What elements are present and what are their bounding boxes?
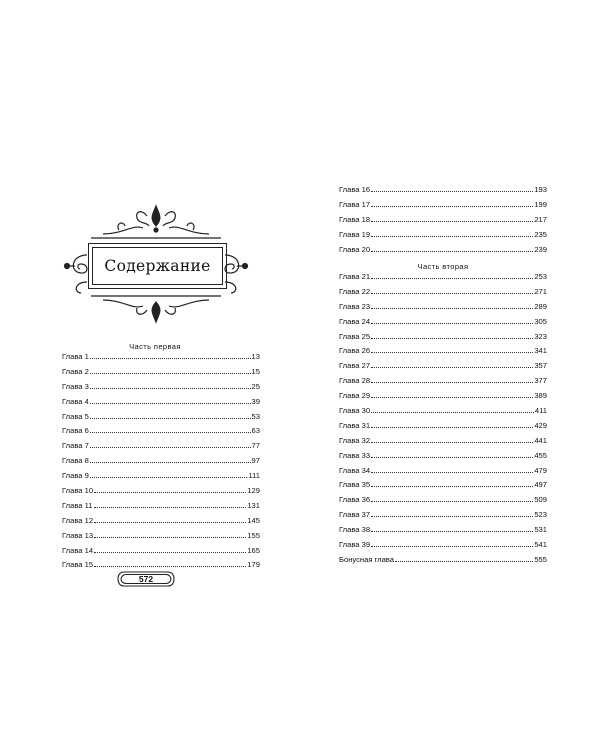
toc-leader-dots <box>94 552 246 553</box>
contents-title: Содержание <box>104 257 211 275</box>
toc-list-part-two <box>339 272 547 570</box>
toc-list-part-one <box>62 352 260 575</box>
toc-entry-label: Глава 30 <box>339 406 371 416</box>
toc-entry-page: 239 <box>534 244 547 254</box>
toc-leader-dots <box>371 382 533 383</box>
toc-entry <box>62 516 260 531</box>
toc-entry-label: Глава 9 <box>62 471 89 481</box>
toc-entry-page: 271 <box>534 286 547 296</box>
toc-leader-dots <box>371 352 533 353</box>
toc-entry <box>339 436 547 451</box>
toc-entry-label: Глава 24 <box>339 316 371 326</box>
toc-entry-page: 455 <box>534 450 547 460</box>
toc-entry-page: 111 <box>248 471 260 481</box>
toc-entry-page: 531 <box>534 525 547 535</box>
toc-entry-label: Глава 39 <box>339 540 371 550</box>
toc-leader-dots <box>94 522 246 523</box>
toc-entry-label: Глава 22 <box>339 286 371 296</box>
toc-entry <box>62 382 260 397</box>
toc-entry <box>339 230 547 245</box>
toc-entry <box>62 531 260 546</box>
toc-entry-page: 199 <box>534 199 547 209</box>
toc-entry-label: Глава 6 <box>62 426 89 436</box>
toc-entry-page: 235 <box>534 229 547 239</box>
toc-entry-label: Глава 7 <box>62 441 89 451</box>
toc-entry <box>62 426 260 441</box>
toc-entry-label: Глава 19 <box>339 229 371 239</box>
toc-leader-dots <box>371 442 533 443</box>
toc-entry-page: 145 <box>247 515 260 525</box>
toc-entry-page: 341 <box>534 346 547 356</box>
toc-entry <box>62 456 260 471</box>
toc-entry <box>339 200 547 215</box>
toc-entry <box>339 421 547 436</box>
toc-entry <box>62 352 260 367</box>
toc-entry-page: 217 <box>534 214 547 224</box>
toc-leader-dots <box>90 447 251 448</box>
toc-entry <box>62 471 260 486</box>
toc-entry <box>62 367 260 382</box>
toc-entry-page: 155 <box>247 530 260 540</box>
toc-entry-page: 129 <box>247 486 260 496</box>
part-two-title: Часть вторая <box>417 262 469 271</box>
toc-entry <box>339 540 547 555</box>
toc-entry-label: Глава 33 <box>339 450 371 460</box>
toc-entry-page: 305 <box>534 316 547 326</box>
toc-entry <box>339 495 547 510</box>
toc-entry-label: Глава 16 <box>339 185 371 194</box>
toc-entry-page: 53 <box>251 411 260 421</box>
toc-entry-page: 97 <box>251 456 260 466</box>
toc-entry-label: Глава 34 <box>339 465 371 475</box>
toc-entry-page: 523 <box>534 510 547 520</box>
toc-entry-page: 479 <box>534 465 547 475</box>
part-one-title: Часть первая <box>129 342 181 351</box>
toc-entry-page: 131 <box>247 500 260 510</box>
right-page <box>300 0 600 750</box>
toc-entry-label: Глава 18 <box>339 214 371 224</box>
toc-entry-page: 77 <box>251 441 260 451</box>
toc-entry-label: Глава 29 <box>339 391 371 401</box>
toc-entry-page: 165 <box>247 545 260 555</box>
toc-leader-dots <box>371 251 533 252</box>
toc-leader-dots <box>94 492 246 493</box>
toc-leader-dots <box>371 486 533 487</box>
toc-entry-label: Глава 14 <box>62 545 94 555</box>
toc-entry <box>339 302 547 317</box>
toc-entry-page: 15 <box>251 366 260 376</box>
toc-list-continued <box>339 185 547 259</box>
toc-entry <box>339 185 547 200</box>
toc-entry-label: Глава 2 <box>62 366 89 376</box>
toc-entry-label: Глава 28 <box>339 376 371 386</box>
toc-entry-label: Глава 25 <box>339 331 371 341</box>
toc-entry-page: 389 <box>534 391 547 401</box>
toc-leader-dots <box>94 566 246 567</box>
toc-leader-dots <box>94 537 246 538</box>
toc-leader-dots <box>371 516 533 517</box>
toc-entry-page: 541 <box>534 540 547 550</box>
toc-entry-label: Глава 5 <box>62 411 89 421</box>
toc-leader-dots <box>371 323 533 324</box>
toc-entry-label: Глава 32 <box>339 435 371 445</box>
toc-leader-dots <box>371 472 533 473</box>
toc-entry-label: Глава 11 <box>62 500 93 510</box>
toc-entry <box>339 510 547 525</box>
toc-entry-label: Глава 23 <box>339 301 371 311</box>
toc-leader-dots <box>371 531 533 532</box>
toc-entry-page: 441 <box>534 435 547 445</box>
toc-entry <box>339 361 547 376</box>
toc-entry-label: Бонусная глава <box>339 554 394 564</box>
toc-leader-dots <box>371 191 533 192</box>
toc-entry-page: 509 <box>534 495 547 505</box>
page-number: 572 <box>138 574 154 584</box>
toc-entry-label: Глава 21 <box>339 272 371 281</box>
toc-leader-dots <box>90 432 251 433</box>
toc-entry <box>339 215 547 230</box>
toc-entry-label: Глава 17 <box>339 199 371 209</box>
toc-entry-page: 377 <box>534 376 547 386</box>
toc-entry <box>339 317 547 332</box>
toc-leader-dots <box>371 412 534 413</box>
toc-entry <box>339 346 547 361</box>
toc-leader-dots <box>371 427 533 428</box>
toc-entry-label: Глава 10 <box>62 486 94 496</box>
toc-entry-label: Глава 13 <box>62 530 94 540</box>
toc-entry-label: Глава 8 <box>62 456 89 466</box>
toc-leader-dots <box>371 236 533 237</box>
toc-entry-label: Глава 1 <box>62 352 89 361</box>
toc-entry-label: Глава 38 <box>339 525 371 535</box>
toc-entry-page: 39 <box>251 396 260 406</box>
toc-entry-label: Глава 35 <box>339 480 371 490</box>
toc-entry <box>62 486 260 501</box>
toc-entry-label: Глава 27 <box>339 361 371 371</box>
toc-leader-dots <box>90 373 251 374</box>
toc-leader-dots <box>371 308 533 309</box>
toc-entry-page: 411 <box>534 406 547 416</box>
toc-leader-dots <box>90 477 248 478</box>
toc-entry <box>339 272 547 287</box>
toc-leader-dots <box>371 338 533 339</box>
toc-leader-dots <box>90 388 251 389</box>
toc-entry-page: 193 <box>534 185 547 194</box>
toc-entry <box>339 466 547 481</box>
toc-entry-page: 429 <box>534 420 547 430</box>
toc-entry <box>339 332 547 347</box>
toc-entry <box>339 406 547 421</box>
toc-leader-dots <box>90 358 251 359</box>
toc-entry-page: 289 <box>534 301 547 311</box>
toc-entry-label: Глава 37 <box>339 510 371 520</box>
toc-leader-dots <box>371 457 533 458</box>
toc-leader-dots <box>94 507 247 508</box>
toc-leader-dots <box>371 367 533 368</box>
toc-entry-page: 25 <box>251 381 260 391</box>
toc-entry-page: 63 <box>251 426 260 436</box>
toc-entry-label: Глава 36 <box>339 495 371 505</box>
toc-entry <box>339 287 547 302</box>
toc-entry <box>62 501 260 516</box>
toc-leader-dots <box>395 561 533 562</box>
toc-entry <box>339 391 547 406</box>
toc-leader-dots <box>371 293 533 294</box>
toc-entry <box>339 555 547 570</box>
toc-entry-label: Глава 26 <box>339 346 371 356</box>
toc-leader-dots <box>90 418 251 419</box>
toc-entry <box>62 412 260 427</box>
toc-leader-dots <box>371 278 533 279</box>
toc-entry-page: 253 <box>534 272 547 281</box>
toc-entry-label: Глава 20 <box>339 244 371 254</box>
toc-entry <box>62 441 260 456</box>
toc-entry <box>339 525 547 540</box>
toc-leader-dots <box>371 546 533 547</box>
toc-entry-page: 497 <box>534 480 547 490</box>
toc-leader-dots <box>90 462 251 463</box>
toc-entry <box>62 397 260 412</box>
toc-entry <box>339 245 547 260</box>
toc-entry-page: 13 <box>251 352 260 361</box>
toc-entry <box>339 376 547 391</box>
toc-entry <box>339 480 547 495</box>
toc-entry-page: 357 <box>534 361 547 371</box>
toc-leader-dots <box>90 403 251 404</box>
toc-leader-dots <box>371 397 533 398</box>
toc-entry-page: 179 <box>247 560 260 570</box>
toc-entry-label: Глава 12 <box>62 515 94 525</box>
toc-entry-label: Глава 3 <box>62 381 89 391</box>
toc-leader-dots <box>371 221 533 222</box>
toc-entry <box>339 451 547 466</box>
toc-entry-label: Глава 31 <box>339 420 371 430</box>
toc-entry-page: 555 <box>534 554 547 564</box>
toc-leader-dots <box>371 206 533 207</box>
toc-entry-label: Глава 4 <box>62 396 89 406</box>
toc-entry-page: 323 <box>534 331 547 341</box>
toc-entry-label: Глава 15 <box>62 560 94 570</box>
toc-entry <box>62 546 260 561</box>
toc-leader-dots <box>371 501 533 502</box>
